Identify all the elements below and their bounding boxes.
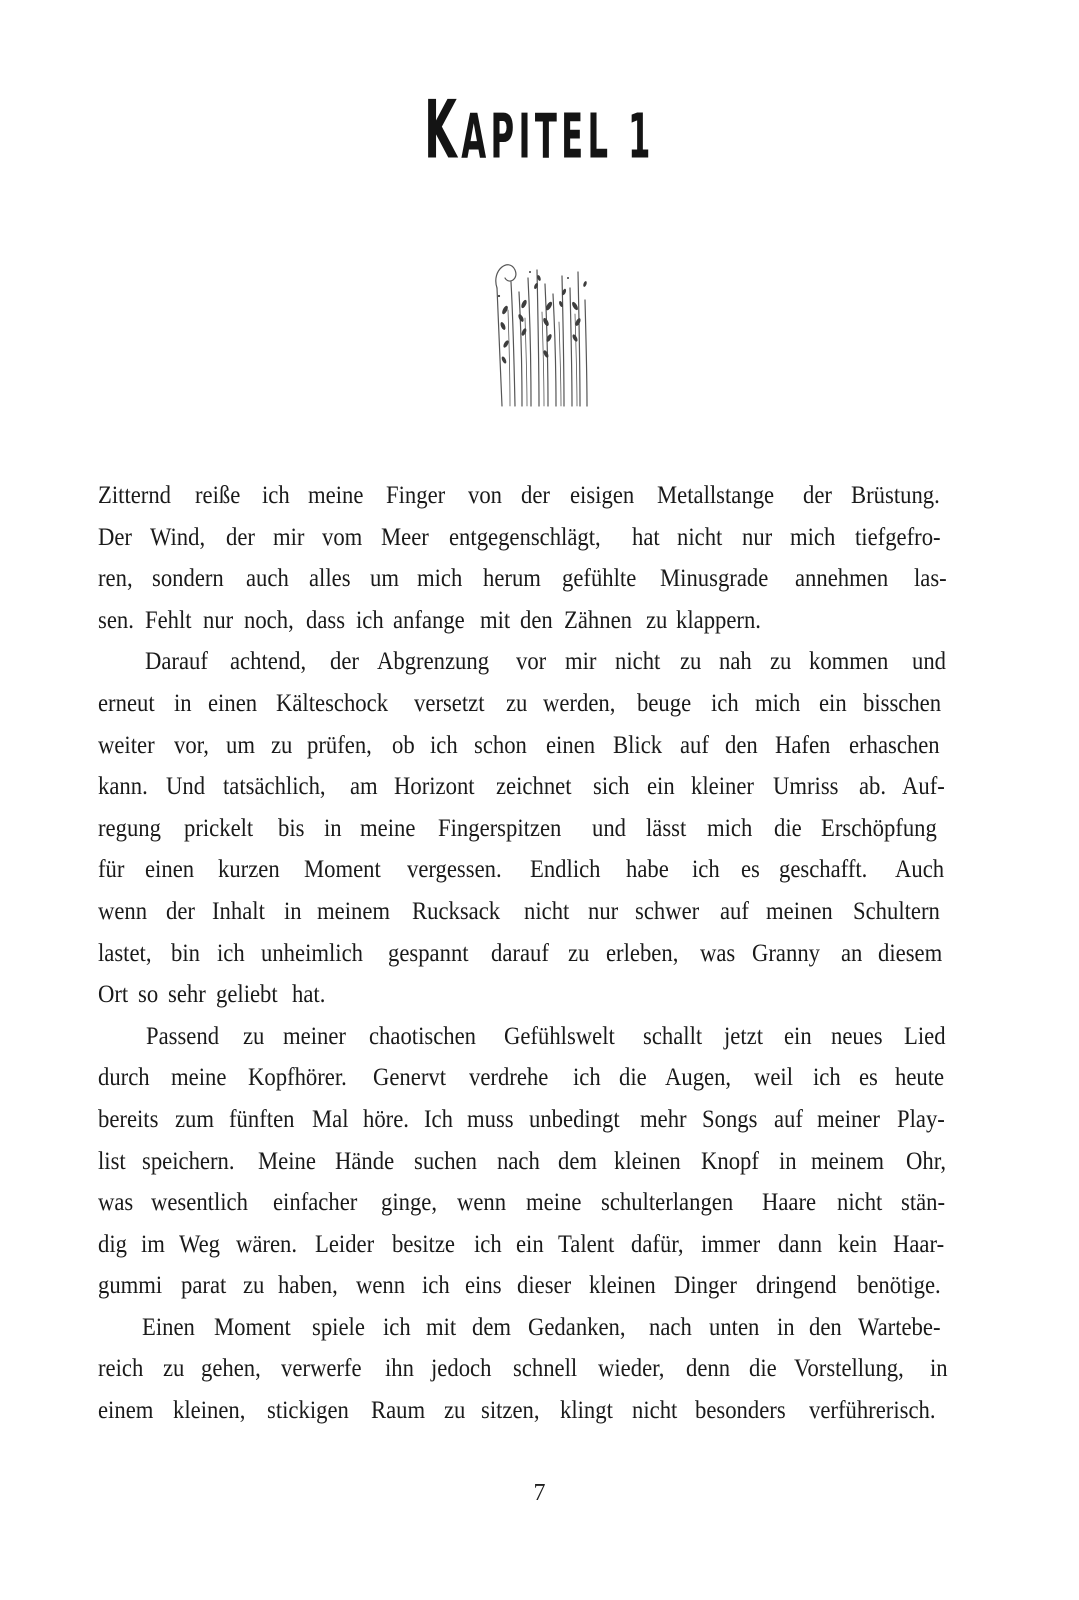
word: klingt: [559, 1397, 613, 1425]
word: Fehlt: [144, 606, 192, 634]
word: denn: [686, 1355, 731, 1383]
word: schallt: [642, 1022, 702, 1050]
word: Songs: [702, 1105, 758, 1133]
word: Einen: [142, 1313, 196, 1341]
body-text: [98, 475, 950, 1432]
word: auf: [719, 897, 749, 925]
word: Inhalt: [211, 897, 265, 925]
word: wären.: [236, 1230, 298, 1258]
word: nicht: [523, 897, 570, 925]
word: dem: [472, 1313, 512, 1341]
word: zeichnet: [496, 773, 572, 801]
word: noch,: [243, 606, 294, 634]
text-line: [98, 475, 950, 517]
word: es: [859, 1064, 878, 1092]
word: in: [323, 814, 342, 842]
text-line: [98, 1182, 950, 1224]
word: spiele: [311, 1313, 365, 1341]
word: Blick: [612, 731, 663, 759]
word: gefühlte: [562, 565, 637, 593]
text-line: [98, 933, 950, 975]
word: sich: [593, 773, 630, 801]
word: besonders: [695, 1397, 787, 1425]
word: höre.: [363, 1105, 410, 1133]
text-line: [98, 808, 950, 850]
word: Endlich: [530, 856, 601, 884]
word: vor: [516, 648, 547, 676]
word: fünften: [229, 1105, 295, 1133]
text-line: [98, 1265, 950, 1307]
word: mich: [789, 523, 836, 551]
word: wenn: [356, 1272, 406, 1300]
word: weiter: [98, 731, 155, 759]
grass-stalks-icon: [475, 248, 605, 413]
word: Augen,: [665, 1064, 732, 1092]
word: und: [591, 814, 626, 842]
word: habe: [626, 856, 670, 884]
word: entgegenschlägt,: [448, 523, 601, 551]
grass-stalks-ornament: [0, 248, 1079, 413]
word: mich: [417, 565, 463, 593]
word: diesem: [878, 939, 943, 967]
word: erneut: [98, 689, 155, 717]
word: Rucksack: [412, 897, 501, 925]
word: mir: [272, 523, 305, 551]
word: vor,: [173, 731, 209, 759]
word: was: [699, 939, 735, 967]
word: Lied: [903, 1022, 946, 1050]
word: Mal: [312, 1105, 349, 1133]
word: Umriss: [773, 773, 839, 801]
word: Passend: [145, 1022, 220, 1050]
text-line: [98, 600, 950, 642]
word: Brüstung.: [851, 482, 941, 509]
word: Dinger: [674, 1272, 738, 1300]
word: der: [803, 482, 833, 509]
word: dafür,: [631, 1230, 685, 1258]
word: eisigen: [569, 482, 634, 509]
word: der: [329, 648, 359, 676]
word: parat: [180, 1272, 227, 1300]
word: meiner: [816, 1105, 880, 1133]
word: ren,: [98, 565, 133, 593]
chapter-heading-capital: K: [424, 84, 462, 178]
word: ich: [473, 1230, 502, 1258]
word: Hafen: [774, 731, 831, 759]
word: Minusgrade: [659, 565, 768, 593]
chapter-heading-rest: APITEL 1: [461, 102, 655, 173]
word: Zitternd: [98, 482, 172, 509]
word: ich: [430, 731, 458, 759]
text-line: [98, 558, 950, 600]
word: in: [777, 1313, 795, 1341]
word: benötige.: [856, 1272, 941, 1300]
word: Auch: [895, 856, 945, 884]
word: durch: [98, 1064, 150, 1092]
word: Der: [98, 523, 132, 551]
word: was: [98, 1189, 134, 1217]
word: ein: [783, 1022, 812, 1050]
word: reiße: [195, 482, 241, 509]
word: darauf: [490, 939, 549, 967]
word: nicht: [631, 1397, 678, 1425]
text-line: [98, 1099, 950, 1141]
word: kleiner: [690, 773, 754, 801]
word: nicht: [677, 523, 723, 551]
word: nur: [587, 897, 618, 925]
word: mich: [707, 814, 753, 842]
word: Leider: [315, 1230, 375, 1258]
word: mehr: [640, 1105, 687, 1133]
word: lastet,: [98, 939, 152, 967]
word: Vorstellung,: [794, 1355, 904, 1383]
word: Ort: [98, 981, 129, 1009]
word: Wartebe-: [858, 1313, 941, 1341]
word: die: [749, 1355, 777, 1383]
word: Haar-: [893, 1230, 945, 1258]
word: bisschen: [863, 689, 942, 717]
word: schnell: [512, 1355, 577, 1383]
paragraph: [98, 641, 950, 1015]
word: bin: [170, 939, 200, 967]
word: meine: [308, 482, 364, 509]
word: ab.: [859, 773, 887, 801]
word: für: [98, 856, 125, 884]
word: Fingerspitzen: [437, 814, 562, 842]
word: sondern: [151, 565, 224, 593]
word: dringend: [755, 1272, 837, 1300]
word: dann: [778, 1230, 823, 1258]
word: versetzt: [413, 689, 485, 717]
word: ein: [818, 689, 847, 717]
word: ich: [382, 1313, 411, 1341]
word: wenn: [457, 1189, 507, 1217]
word: ich: [572, 1064, 601, 1092]
word: dig: [98, 1230, 127, 1258]
word: verführerisch.: [809, 1397, 936, 1425]
word: nur: [741, 523, 773, 551]
word: Horizont: [393, 773, 475, 801]
word: ich: [422, 1272, 451, 1300]
word: kann.: [98, 773, 148, 801]
word: Ohr,: [905, 1147, 946, 1175]
word: las-: [913, 565, 947, 593]
word: Haare: [762, 1189, 817, 1217]
word: an: [841, 939, 863, 967]
paragraph: [98, 1016, 950, 1307]
word: vom: [321, 523, 363, 551]
word: geliebt: [216, 981, 279, 1009]
word: den: [809, 1313, 843, 1341]
word: nah: [718, 648, 752, 676]
word: Meine: [257, 1147, 316, 1175]
word: ich: [355, 606, 384, 634]
word: gehen,: [200, 1355, 261, 1383]
paragraph: [98, 475, 950, 641]
word: zu: [444, 1397, 466, 1425]
word: Erschöpfung: [821, 814, 938, 842]
word: Moment: [304, 856, 381, 884]
word: Weg: [179, 1230, 221, 1258]
word: sitzen,: [481, 1397, 540, 1425]
text-line: [98, 1307, 950, 1349]
word: den: [520, 606, 554, 634]
word: kein: [838, 1230, 878, 1258]
word: ich: [812, 1064, 841, 1092]
text-line: [98, 725, 950, 767]
word: wesentlich: [151, 1189, 249, 1217]
word: tiefgefro-: [854, 523, 941, 551]
word: nach: [496, 1147, 540, 1175]
word: schwer: [634, 897, 700, 925]
page-number: 7: [533, 1480, 546, 1506]
word: ein: [515, 1230, 544, 1258]
text-line: [98, 1348, 950, 1390]
word: erleben,: [605, 939, 679, 967]
word: Moment: [213, 1313, 291, 1341]
word: zu: [505, 689, 528, 717]
word: weil: [754, 1064, 794, 1092]
word: chaotischen: [368, 1022, 476, 1050]
word: sen.: [98, 606, 134, 634]
word: Darauf: [144, 648, 208, 676]
text-line: [98, 974, 950, 1016]
word: am: [349, 773, 378, 801]
word: verwerfe: [281, 1355, 362, 1383]
word: unbedingt: [529, 1105, 620, 1133]
word: ginge,: [380, 1189, 437, 1217]
word: meine: [170, 1064, 227, 1092]
word: kurzen: [217, 856, 280, 884]
word: wenn: [98, 897, 148, 925]
text-line: [98, 1057, 950, 1099]
word: auf: [774, 1105, 804, 1133]
word: meinem: [317, 897, 391, 925]
word: tatsächlich,: [222, 773, 326, 801]
word: dem: [557, 1147, 597, 1175]
word: einen: [145, 856, 195, 884]
word: klappern.: [676, 606, 762, 634]
word: der: [166, 897, 196, 925]
word: jetzt: [724, 1022, 764, 1050]
text-line: [98, 641, 950, 683]
word: in: [778, 1147, 797, 1175]
word: list: [98, 1147, 126, 1175]
word: Metallstange: [657, 482, 775, 509]
word: kleinen,: [172, 1397, 246, 1425]
text-line: [98, 766, 950, 808]
text-line: [98, 517, 950, 559]
word: zu: [770, 648, 792, 676]
word: nicht: [836, 1189, 882, 1217]
word: der: [521, 482, 551, 509]
word: sehr: [167, 981, 206, 1009]
word: speichern.: [141, 1147, 235, 1175]
word: immer: [701, 1230, 761, 1258]
word: ob: [392, 731, 415, 759]
word: annehmen: [795, 565, 889, 593]
word: prüfen,: [307, 731, 373, 759]
word: Und: [166, 773, 206, 801]
word: besitze: [392, 1230, 456, 1258]
word: Talent: [557, 1230, 614, 1258]
word: anfange: [393, 606, 466, 634]
word: bereits: [98, 1105, 159, 1133]
text-line: [98, 849, 950, 891]
text-line: [98, 1390, 950, 1432]
word: zu: [568, 939, 590, 967]
word: Kopfhörer.: [247, 1064, 347, 1092]
word: die: [773, 814, 802, 842]
word: um: [225, 731, 255, 759]
word: einen: [545, 731, 595, 759]
word: achtend,: [229, 648, 307, 676]
word: Ich: [424, 1105, 454, 1133]
word: Raum: [370, 1397, 425, 1425]
word: kommen: [808, 648, 889, 676]
word: meiner: [282, 1022, 346, 1050]
word: um: [370, 565, 400, 593]
word: zu: [680, 648, 702, 676]
word: hat: [631, 523, 660, 551]
word: muss: [466, 1105, 514, 1133]
word: es: [740, 856, 760, 884]
word: nicht: [614, 648, 661, 676]
word: wieder,: [598, 1355, 665, 1383]
word: so: [138, 981, 159, 1009]
word: in: [174, 689, 193, 717]
word: bis: [277, 814, 305, 842]
word: meine: [525, 1189, 582, 1217]
word: Finger: [385, 482, 446, 509]
word: mit: [479, 606, 511, 634]
word: meinem: [811, 1147, 885, 1175]
word: von: [467, 482, 502, 509]
word: den: [725, 731, 759, 759]
word: auf: [680, 731, 710, 759]
word: Meer: [381, 523, 430, 551]
word: kleinen: [614, 1147, 681, 1175]
word: ich: [261, 482, 290, 509]
word: im: [141, 1230, 166, 1258]
word: Granny: [752, 939, 821, 967]
word: Auf-: [902, 773, 946, 801]
word: Kälteschock: [275, 689, 388, 717]
word: hat.: [291, 981, 326, 1009]
word: zu: [645, 606, 668, 634]
word: heute: [895, 1064, 945, 1092]
word: nur: [203, 606, 234, 634]
paragraph: [98, 1307, 950, 1432]
word: Genervt: [372, 1064, 446, 1092]
word: mir: [564, 648, 597, 676]
text-line: [98, 1141, 950, 1183]
word: eins: [464, 1272, 502, 1300]
word: in: [284, 897, 302, 925]
word: einen: [207, 689, 257, 717]
word: schon: [473, 731, 527, 759]
text-line: [98, 683, 950, 725]
word: der: [225, 523, 255, 551]
word: kleinen: [588, 1272, 656, 1300]
word: reich: [98, 1355, 144, 1383]
word: alles: [308, 565, 351, 593]
word: zu: [243, 1022, 265, 1050]
word: mit: [426, 1313, 457, 1341]
word: einfacher: [273, 1189, 358, 1217]
word: verdrehe: [469, 1064, 549, 1092]
word: beuge: [636, 689, 692, 717]
chapter-heading: [205, 84, 874, 178]
word: suchen: [413, 1147, 477, 1175]
word: mich: [754, 689, 801, 717]
word: geschafft.: [779, 856, 868, 884]
word: regung: [98, 814, 161, 842]
word: gespannt: [387, 939, 469, 967]
word: Hände: [335, 1147, 395, 1175]
word: in: [930, 1355, 949, 1383]
word: Play-: [896, 1105, 945, 1133]
word: lässt: [645, 814, 687, 842]
word: gummi: [98, 1272, 163, 1300]
word: erhaschen: [849, 731, 940, 759]
word: Gedanken,: [527, 1313, 626, 1341]
word: unheimlich: [260, 939, 363, 967]
word: prickelt: [184, 814, 254, 842]
word: werden,: [542, 689, 616, 717]
text-line: [98, 891, 950, 933]
word: auch: [246, 565, 290, 593]
word: ich: [710, 689, 739, 717]
word: herum: [482, 565, 541, 593]
word: Schultern: [853, 897, 941, 925]
word: meine: [359, 814, 416, 842]
word: haben,: [278, 1272, 338, 1300]
word: Wind,: [150, 523, 206, 551]
word: einem: [98, 1397, 154, 1425]
word: meinen: [765, 897, 833, 925]
word: zum: [175, 1105, 215, 1133]
word: unten: [708, 1313, 760, 1341]
text-line: [98, 1224, 950, 1266]
word: schulterlangen: [601, 1189, 734, 1217]
word: ihn: [384, 1355, 414, 1383]
word: zu: [242, 1272, 265, 1300]
word: zu: [162, 1355, 184, 1383]
word: Zähnen: [563, 606, 632, 634]
word: die: [619, 1064, 647, 1092]
word: stän-: [901, 1189, 946, 1217]
word: Knopf: [701, 1147, 760, 1175]
word: zu: [270, 731, 293, 759]
text-line: [98, 1016, 950, 1058]
word: dieser: [516, 1272, 571, 1300]
word: nach: [648, 1313, 692, 1341]
word: Abgrenzung: [376, 648, 489, 676]
word: ich: [691, 856, 720, 884]
word: stickigen: [266, 1397, 349, 1425]
word: neues: [830, 1022, 883, 1050]
word: vergessen.: [407, 856, 502, 884]
word: jedoch: [431, 1355, 492, 1383]
word: ein: [646, 773, 675, 801]
word: ich: [216, 939, 245, 967]
word: Gefühlswelt: [503, 1022, 615, 1050]
word: und: [912, 648, 947, 676]
word: dass: [305, 606, 345, 634]
